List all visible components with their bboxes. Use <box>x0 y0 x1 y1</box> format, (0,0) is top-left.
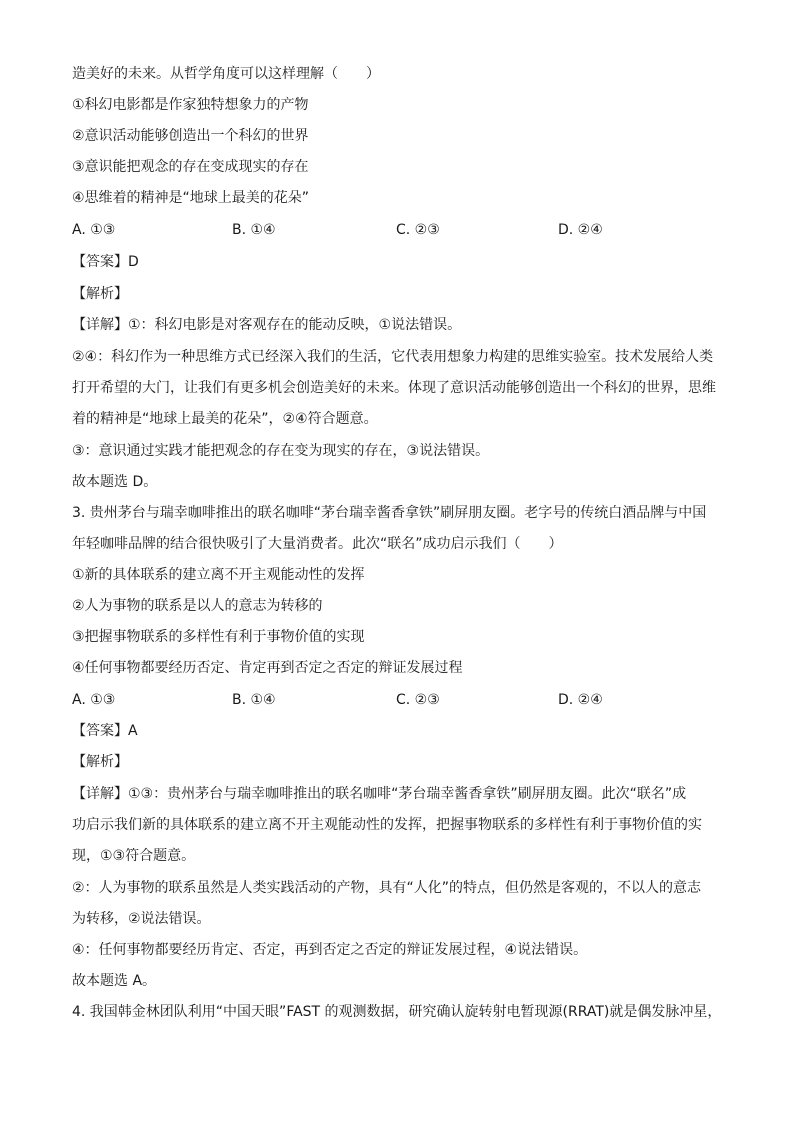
q3-detail-line-7: 故本题选 A。 <box>72 973 157 989</box>
q2-item-2: ②意识活动能够创造出一个科幻的世界 <box>72 128 309 144</box>
q2-options <box>72 220 732 240</box>
q3-option-d: D. ②④ <box>558 692 603 708</box>
q3-option-a: A. ①③ <box>72 692 116 708</box>
q3-option-b: B. ①④ <box>232 692 276 708</box>
q2-analysis-tag: 【解析】 <box>72 286 128 302</box>
q3-answer-tag: 【答案】 <box>72 723 128 739</box>
q2-option-d: D. ②④ <box>558 222 603 238</box>
q3-item-2: ②人为事物的联系是以人的意志为转移的 <box>72 598 323 614</box>
q2-option-c: C. ②③ <box>396 222 440 238</box>
q2-option-a: A. ①③ <box>72 222 116 238</box>
q2-answer-tag: 【答案】 <box>72 254 128 270</box>
q3-item-1: ①新的具体联系的建立离不开主观能动性的发挥 <box>72 567 365 583</box>
q2-item-4: ④思维着的精神是“地球上最美的花朵” <box>72 190 310 206</box>
q3-detail-line-3: 现，①③符合题意。 <box>72 848 196 864</box>
q2-detail-line-1: 【详解】①：科幻电影是对客观存在的能动反映，①说法错误。 <box>72 317 462 333</box>
q2-detail-line-4: 着的精神是“地球上最美的花朵”，②④符合题意。 <box>72 411 378 427</box>
q3-item-3: ③把握事物联系的多样性有利于事物价值的实现 <box>72 629 365 645</box>
q3-answer-value: A <box>128 723 138 739</box>
q4-stem-line-1: 4. 我国韩金林团队利用“中国天眼”FAST 的观测数据，研究确认旋转射电暂现源(RRAT)就是偶发脉冲星， <box>72 1004 722 1020</box>
q2-stem-tail: 造美好的未来。从哲学角度可以这样理解（ ） <box>72 66 380 82</box>
q3-item-4: ④任何事物都要经历否定、肯定再到否定之否定的辩证发展过程 <box>72 660 463 676</box>
q3-detail-line-4: ②：人为事物的联系虽然是人类实践活动的产物，具有“人化”的特点，但仍然是客观的，不以人的意志 <box>72 880 702 896</box>
q2-detail-line-6: 故本题选 D。 <box>72 474 158 490</box>
q2-option-b: B. ①④ <box>232 222 276 238</box>
q3-option-c: C. ②③ <box>396 692 440 708</box>
q2-answer <box>72 252 139 272</box>
q3-stem-line-2: 年轻咖啡品牌的结合很快吸引了大量消费者。此次“联名”成功启示我们（ ） <box>72 536 563 552</box>
q2-item-3: ③意识能把观念的存在变成现实的存在 <box>72 159 309 175</box>
q3-detail-line-1: 【详解】①③：贵州茅台与瑞幸咖啡推出的联名咖啡“茅台瑞幸酱香拿铁”刷屏朋友圈。此次“联名”成 <box>72 786 687 802</box>
q2-detail-line-3: 打开希望的大门，让我们有更多机会创造美好的未来。体现了意识活动能够创造出一个科幻的世界，思维 <box>72 380 716 396</box>
q3-stem-line-1: 3. 贵州茅台与瑞幸咖啡推出的联名咖啡“茅台瑞幸酱香拿铁”刷屏朋友圈。老字号的传统白酒品牌与中国 <box>72 505 707 521</box>
q3-detail-line-2: 功启示我们新的具体联系的建立离不开主观能动性的发挥，把握事物联系的多样性有利于事物价值的实 <box>72 817 702 833</box>
q3-answer <box>72 721 138 741</box>
q3-detail-line-6: ④：任何事物都要经历肯定、否定，再到否定之否定的辩证发展过程，④说法错误。 <box>72 942 588 958</box>
q2-detail-line-2: ②④：科幻作为一种思维方式已经深入我们的生活，它代表用想象力构建的思维实验室。技术发展给人类 <box>72 349 714 365</box>
q3-analysis-tag: 【解析】 <box>72 754 128 770</box>
q2-item-1: ①科幻电影都是作家独特想象力的产物 <box>72 97 309 113</box>
q2-answer-value: D <box>128 254 139 270</box>
q2-detail-line-5: ③：意识通过实践才能把观念的存在变为现实的存在，③说法错误。 <box>72 443 490 459</box>
q3-detail-line-5: 为转移，②说法错误。 <box>72 911 211 927</box>
q3-options <box>72 690 732 710</box>
